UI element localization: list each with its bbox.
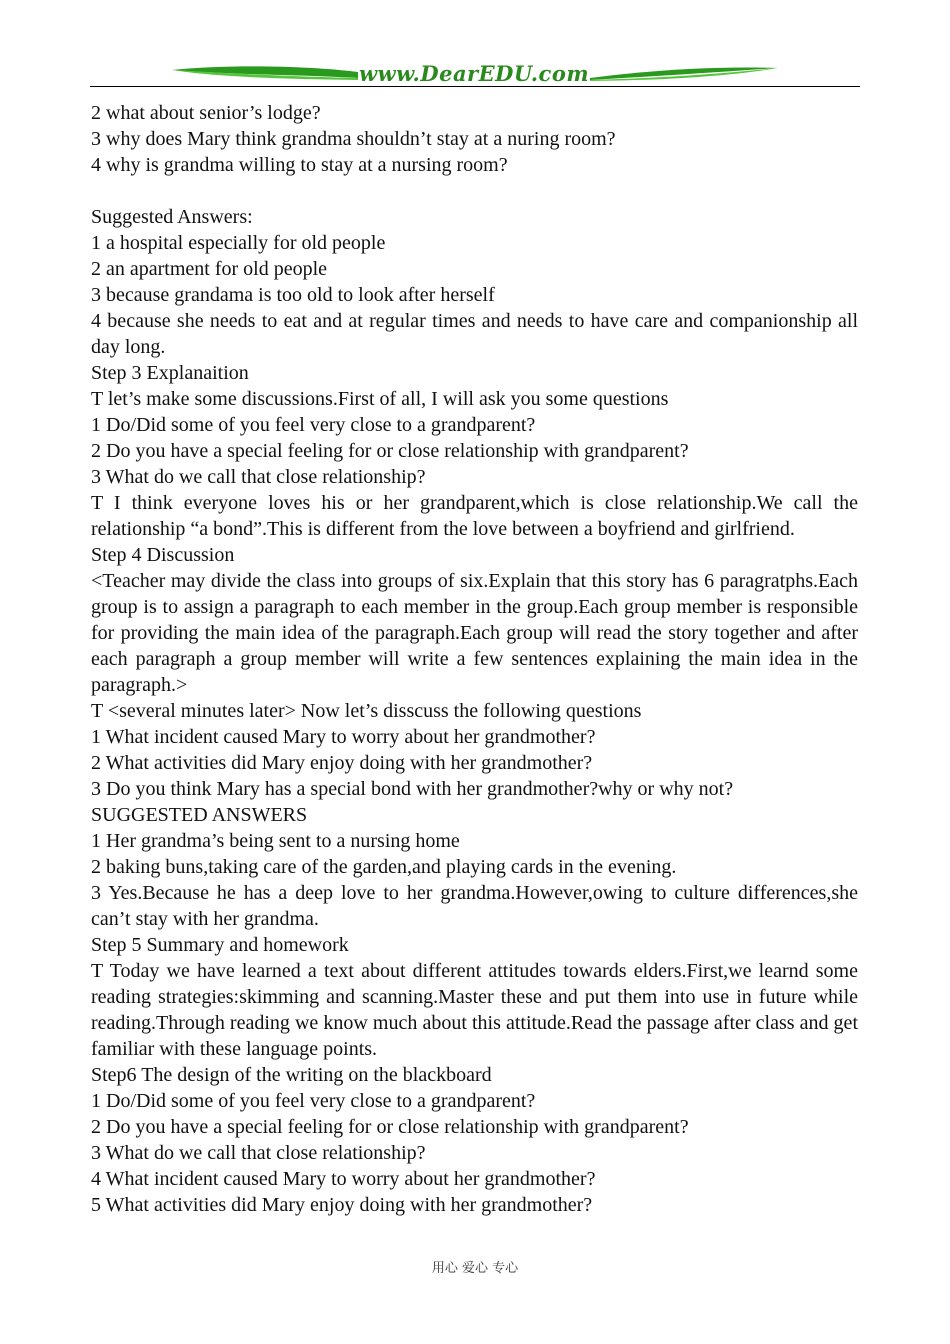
site-logo-text[interactable]: www.DearEDU.com [358, 61, 590, 86]
section-heading: Suggested Answers: [91, 206, 253, 228]
text-line: 3 What do we call that close relationship? [91, 466, 426, 488]
section-heading: Step 4 Discussion [91, 544, 235, 566]
text-line: 2 Do you have a special feeling for or close relationship with grandparent? [91, 1116, 689, 1138]
text-line: 3 because grandama is too old to look after herself [91, 284, 495, 306]
section-heading: SUGGESTED ANSWERS [91, 804, 308, 826]
text-line: 4 why is grandma willing to stay at a nursing room? [91, 154, 508, 176]
text-line: 3 What do we call that close relationship? [91, 1142, 426, 1164]
text-line: T let’s make some discussions.First of all, I will ask you some questions [91, 388, 669, 410]
text-line: 2 Do you have a special feeling for or close relationship with grandparent? [91, 440, 689, 462]
text-line: 5 What activities did Mary enjoy doing with her grandmother? [91, 1194, 593, 1216]
text-line: 1 What incident caused Mary to worry about her grandmother? [91, 726, 596, 748]
text-line: 1 a hospital especially for old people [91, 232, 386, 254]
text-paragraph: 4 because she needs to eat and at regular times and needs to have care and companionship all day long. [91, 310, 858, 358]
text-line: 3 Do you think Mary has a special bond with her grandmother?why or why not? [91, 778, 734, 800]
section-heading: Step 5 Summary and homework [91, 934, 349, 956]
text-paragraph: 3 Yes.Because he has a deep love to her grandma.However,owing to culture differences,she can’t stay with her grandma. [91, 882, 858, 930]
page-header [90, 58, 860, 90]
text-line: 2 an apartment for old people [91, 258, 328, 280]
page-footer: 用心 爱心 专心 [431, 1261, 519, 1276]
text-paragraph: T I think everyone loves his or her grandparent,which is close relationship.We call the relationship “a bond”.This is different from the love between a boyfriend and girlfriend. [91, 492, 858, 540]
text-line: 1 Do/Did some of you feel very close to a grandparent? [91, 1090, 536, 1112]
text-line: 2 baking buns,taking care of the garden,and playing cards in the evening. [91, 856, 677, 878]
text-line: 1 Her grandma’s being sent to a nursing home [91, 830, 460, 852]
document-body [91, 100, 858, 1218]
text-line: 2 What activities did Mary enjoy doing with her grandmother? [91, 752, 593, 774]
text-paragraph: T Today we have learned a text about different attitudes towards elders.First,we learnd some reading strategies:skimming and scanning.Master these and put them into use in future while reading.Through reading we know much about this attitude.Read the passage after class and get familiar with these language points. [91, 960, 858, 1060]
section-heading: Step 3 Explanaition [91, 362, 249, 384]
text-paragraph: <Teacher may divide the class into groups of six.Explain that this story has 6 paragratphs.Each group is to assign a paragraph to each member in the group.Each group member is responsible for providing the main idea of the paragraph.Each group will read the story together and after each paragraph a group member will write a few sentences explaining the main idea in the paragraph.> [91, 570, 858, 696]
text-line: 2 what about senior’s lodge? [91, 102, 321, 124]
header-divider [90, 86, 860, 87]
text-line: 4 What incident caused Mary to worry about her grandmother? [91, 1168, 596, 1190]
section-heading: Step6 The design of the writing on the blackboard [91, 1064, 492, 1086]
text-line: 1 Do/Did some of you feel very close to a grandparent? [91, 414, 536, 436]
text-line: T <several minutes later> Now let’s disscuss the following questions [91, 700, 642, 722]
text-line: 3 why does Mary think grandma shouldn’t stay at a nuring room? [91, 128, 616, 150]
blank-line [91, 178, 858, 204]
